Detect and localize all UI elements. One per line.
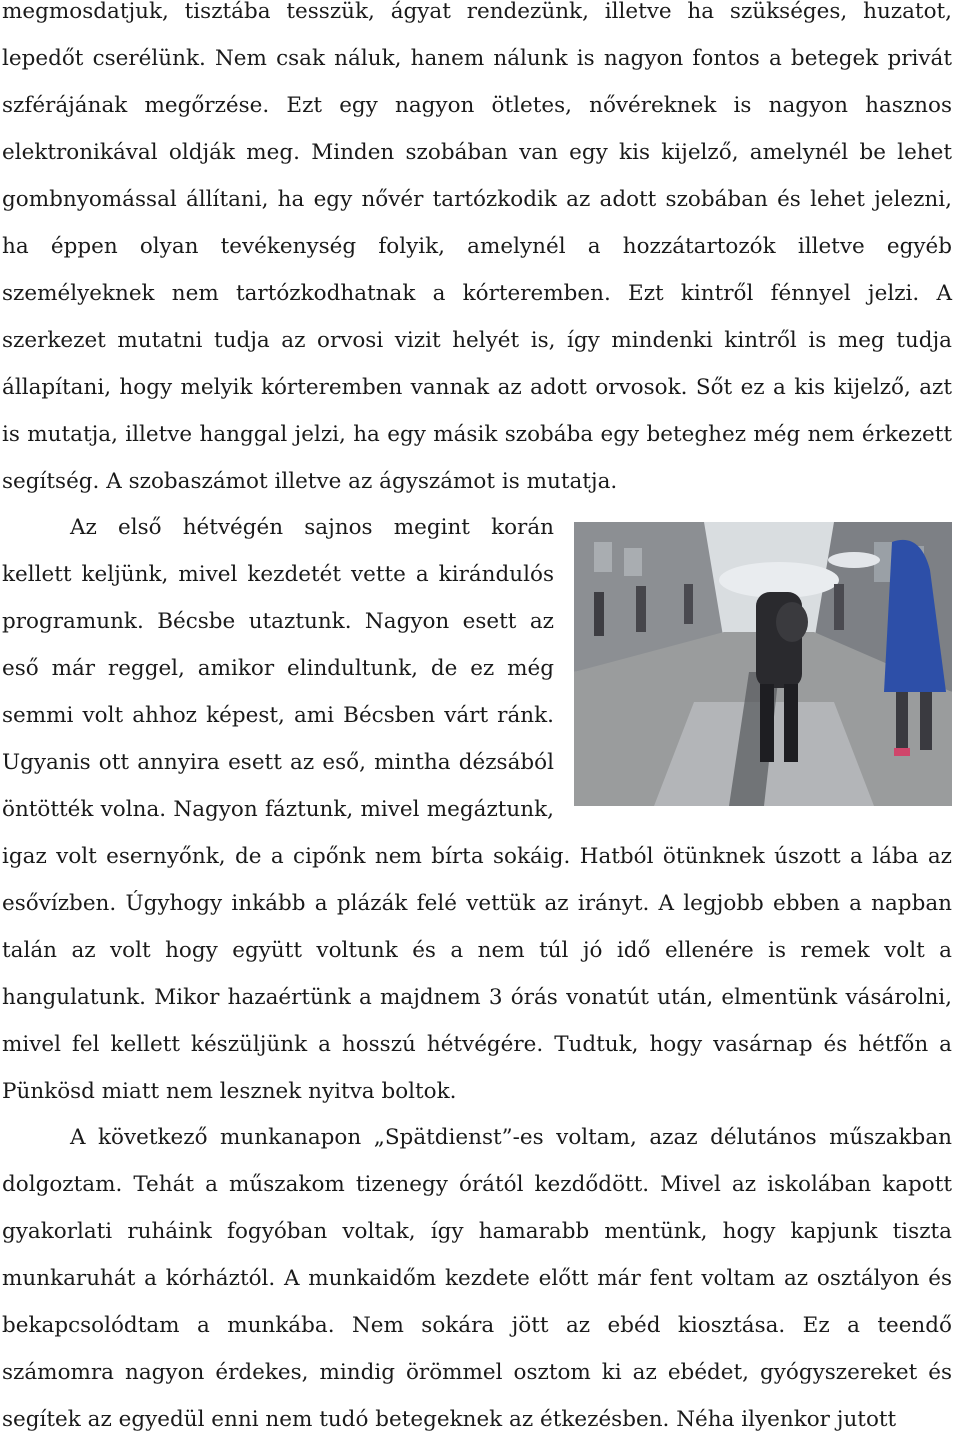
photo-umbrella <box>828 552 880 568</box>
photo-distant-person <box>684 584 693 624</box>
photo-figure-leg <box>784 684 798 762</box>
paragraph-late-shift: A következő munkanapon „Spätdienst”-es voltam, azaz délutános műszakban dolgoztam. Tehát a műszakom tizenegy órától kezdődött. Mivel az iskolában kapott gyakorlati ruháink fogyóban voltak, így hamarabb mentünk, hogy kapjunk tiszta munkaruhát a kórháztól. A munkaidőm kezdete előtt már fent voltam az osztályon és bekapcsolódtam a munkába. Nem sokára jött az ebéd kiosztása. Ez a teendő számomra nagyon érdekes, mindig örömmel osztom ki az ebédet, gyógyszereket és segítek az egyedül enni nem tudó betegeknek az étkezésben. Néha ilyenkor jutott <box>2 1125 952 1432</box>
photo-distant-person <box>594 592 604 636</box>
photo-distant-person <box>636 586 646 632</box>
paragraph-hospital-display: megmosdatjuk, tisztába tesszük, ágyat rendezünk, illetve ha szükséges, huzatot, lepedőt cserélünk. Nem csak náluk, hanem nálunk is nagyon fontos a betegek privát szférájának megőrzése. Ezt egy nagyon ötletes, nővéreknek is nagyon hasznos elektronikával oldják meg. Minden szobában van egy kis kijelző, amelynél be lehet gombnyomással állítani, ha egy nővér tartózkodik az adott szobában és lehet jelezni, ha éppen olyan tevékenység folyik, amelynél a hozzátartozók illetve egyéb személyeknek nem tartózkodhatnak a kórteremben. Ezt kintről fénnyel jelzi. A szerkezet mutatni tudja az orvosi vizit helyét is, így mindenki kintről is meg tudja állapítani, hogy melyik kórteremben vannak az adott orvosok. Sőt ez a kis kijelző, azt is mutatja, illetve hanggal jelzi, ha egy másik szobába egy beteghez még nem érkezett segítség. A szobaszámot illetve az ágyszámot is mutatja. <box>2 0 952 494</box>
photo-figure-leg <box>760 684 774 762</box>
photo-backpack <box>776 602 808 642</box>
photo-distant-person <box>834 584 844 630</box>
photo-figure-leg <box>896 692 908 750</box>
rainy-street-photo <box>574 522 952 806</box>
paragraph-vienna-trip <box>2 504 952 1115</box>
photo-window <box>594 542 612 572</box>
paragraph-vienna-text: Az első hétvégén sajnos megint korán kellett keljünk, mivel kezdetét vette a kirándulós programunk. Bécsbe utaztunk. Nagyon esett az eső már reggel, amikor elindultunk, de ez még semmi volt ahhoz képest, ami Bécsben várt ránk. Ugyanis ott annyira esett az eső, mintha dézsából öntötték volna. Nagyon fáztunk, mivel megáztunk, igaz volt esernyőnk, de a cipőnk nem bírta sokáig. Hatból ötünknek úszott a lába az esővízben. Úgyhogy inkább a plázák felé vettük az irányt. A legjobb ebben a napban talán az volt hogy együtt voltunk és a nem túl jó idő ellenére is remek volt a hangulatunk. Mikor hazaértünk a majdnem 3 órás vonatút után, elmentünk vásárolni, mivel fel kellett készüljünk a hosszú hétvégére. Tudtuk, hogy vasárnap és hétfőn a Pünkösd miatt nem lesznek nyitva boltok. <box>2 515 952 1104</box>
photo-shoe <box>894 748 910 756</box>
photo-figure-leg <box>920 692 932 750</box>
photo-window <box>624 548 642 576</box>
